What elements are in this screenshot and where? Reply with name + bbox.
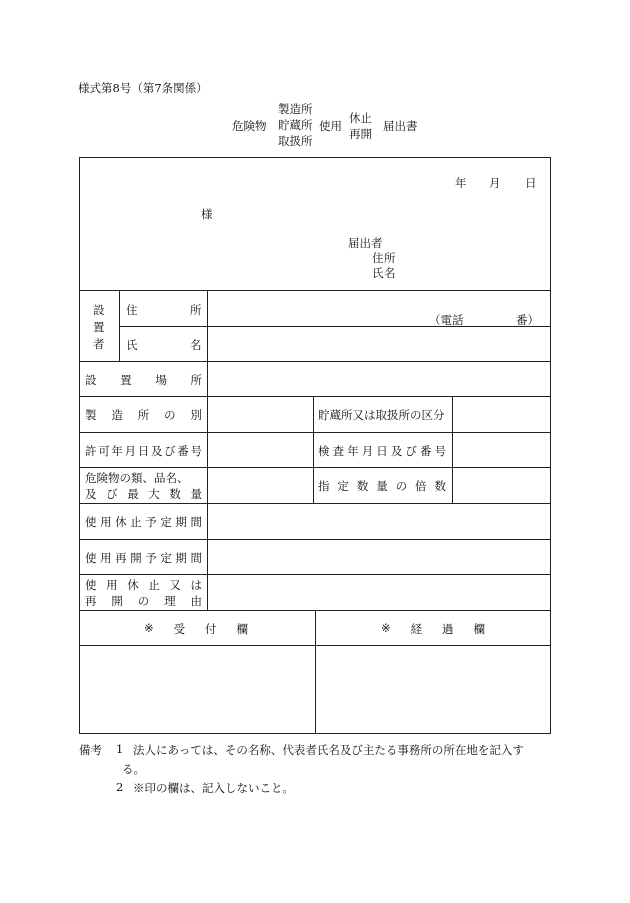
title-suspend: 休止 <box>349 111 372 125</box>
reception-column-header: ※ 受 付 欄 <box>144 621 248 636</box>
installer-label-2: 置 <box>93 320 105 334</box>
title-resume: 再開 <box>349 127 372 141</box>
notifier-name-2: 名 <box>384 266 396 280</box>
date-day-label: 日 <box>525 176 537 190</box>
installer-address-1: 住 <box>126 303 138 317</box>
note-2-text: ※印の欄は、記入しないこと。 <box>133 781 294 795</box>
multiple-label: 指 定 数 量 の 倍 数 <box>318 479 446 493</box>
notifier-label: 届出者 <box>348 236 383 250</box>
location-label: 設 置 場 所 <box>85 373 202 387</box>
installer-name-1: 氏 <box>126 338 138 352</box>
permit-label: 許 可 年 月 日 及 び 番 号 <box>85 444 202 458</box>
reason-label-line1: 使 用 休 止 又 は <box>85 578 202 592</box>
title-facility-storage: 貯蔵所 <box>278 118 313 132</box>
progress-column-header: ※ 経 過 欄 <box>381 621 485 636</box>
installer-name-2: 名 <box>190 338 202 352</box>
installer-address-2: 所 <box>190 303 202 317</box>
hazard-label-line2: 及 び 最 大 数 量 <box>85 487 202 501</box>
note-1-continuation: る。 <box>122 762 145 776</box>
note-1-text: 法人にあっては、その名称、代表者氏名及び主たる事務所の所在地を記入す <box>133 743 524 757</box>
notifier-address-2: 所 <box>384 251 396 265</box>
form-number: 様式第8号（第7条関係） <box>78 81 208 95</box>
title-use: 使用 <box>319 119 342 133</box>
resume-period-label: 使 用 再 開 予 定 期 間 <box>85 551 202 565</box>
storage-type-label: 貯蔵所又は取扱所の区分 <box>318 408 445 422</box>
title-hazard: 危険物 <box>232 119 267 133</box>
installer-label-1: 設 <box>93 303 105 317</box>
facility-type-label: 製 造 所 の 別 <box>85 408 202 422</box>
notifier-name-1: 氏 <box>372 266 384 280</box>
note-2-number: 2 <box>116 780 124 794</box>
installer-label-3: 者 <box>93 337 105 351</box>
title-form: 届出書 <box>383 119 418 133</box>
inspection-label: 検 査 年 月 日 及 び 番 号 <box>318 444 446 458</box>
title-facility-handling: 取扱所 <box>278 134 313 148</box>
phone-close-label: 番） <box>516 313 539 327</box>
addressee-suffix: 様 <box>201 207 213 221</box>
note-1-number: 1 <box>116 742 124 756</box>
suspend-period-label: 使 用 休 止 予 定 期 間 <box>85 515 202 529</box>
notes-label: 備考 <box>79 743 102 757</box>
date-year-label: 年 <box>455 176 467 190</box>
date-month-label: 月 <box>489 176 501 190</box>
reason-label-line2: 再 開 の 理 由 <box>85 594 202 608</box>
notifier-address-1: 住 <box>372 251 384 265</box>
hazard-label-line1: 危険物の類、品名、 <box>85 471 189 485</box>
phone-open-label: （電話 <box>429 313 464 327</box>
title-facility-manufacturing: 製造所 <box>278 102 313 116</box>
